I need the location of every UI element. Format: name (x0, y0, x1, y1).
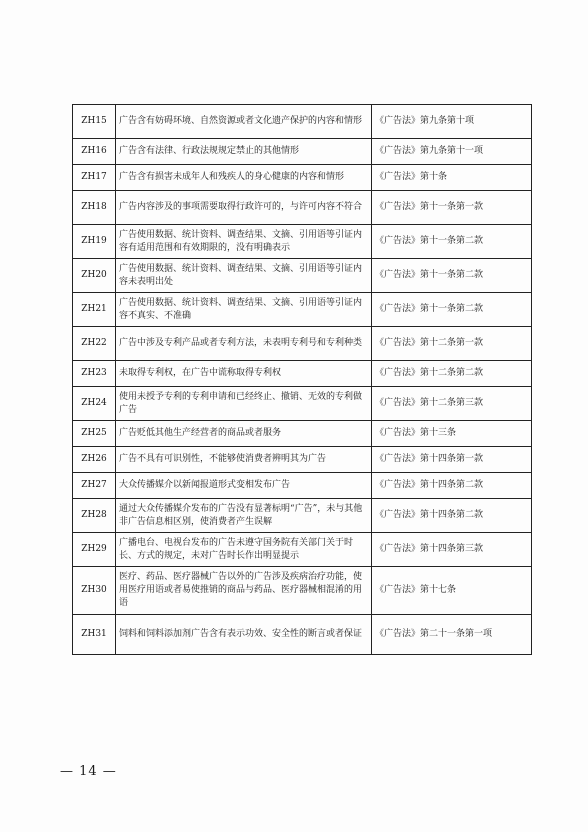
row-code: ZH28 (73, 499, 116, 533)
row-legal-basis: 《广告法》第十二条第二款 (372, 361, 532, 387)
row-code: ZH16 (73, 139, 116, 165)
row-legal-basis: 《广告法》第十二条第一款 (372, 327, 532, 361)
row-description: 广告中涉及专利产品或者专利方法，未表明专利号和专利种类 (116, 327, 372, 361)
row-legal-basis: 《广告法》第十四条第二款 (372, 473, 532, 499)
table-row (73, 361, 532, 387)
row-code: ZH26 (73, 447, 116, 473)
table-row (73, 567, 532, 615)
table-row (73, 105, 532, 139)
row-code: ZH15 (73, 105, 116, 139)
row-code: ZH22 (73, 327, 116, 361)
row-description: 广告含有法律、行政法规规定禁止的其他情形 (116, 139, 372, 165)
row-code: ZH17 (73, 165, 116, 191)
row-description: 广告含有损害未成年人和残疾人的身心健康的内容和情形 (116, 165, 372, 191)
row-legal-basis: 《广告法》第十一条第二款 (372, 225, 532, 259)
row-legal-basis: 《广告法》第二十一条第一项 (372, 615, 532, 655)
table-row (73, 293, 532, 327)
table-row (73, 615, 532, 655)
row-description: 饲料和饲料添加剂广告含有表示功效、安全性的断言或者保证 (116, 615, 372, 655)
table-row (73, 165, 532, 191)
row-legal-basis: 《广告法》第十四条第二款 (372, 499, 532, 533)
row-description: 广告使用数据、统计资料、调查结果、文摘、引用语等引证内容有适用范围和有效期限的，没有明确表示 (116, 225, 372, 259)
row-legal-basis: 《广告法》第十四条第三款 (372, 533, 532, 567)
table-row (73, 225, 532, 259)
table-row (73, 139, 532, 165)
row-code: ZH18 (73, 191, 116, 225)
row-legal-basis: 《广告法》第十四条第一款 (372, 447, 532, 473)
row-legal-basis: 《广告法》第九条第十一项 (372, 139, 532, 165)
row-code: ZH21 (73, 293, 116, 327)
row-description: 广播电台、电视台发布的广告未遵守国务院有关部门关于时长、方式的规定，未对广告时长作出明显提示 (116, 533, 372, 567)
row-description: 广告使用数据、统计资料、调查结果、文摘、引用语等引证内容不真实、不准确 (116, 293, 372, 327)
table-row (73, 533, 532, 567)
table-row (73, 259, 532, 293)
table-row (73, 387, 532, 421)
row-code: ZH25 (73, 421, 116, 447)
row-legal-basis: 《广告法》第十一条第二款 (372, 259, 532, 293)
row-legal-basis: 《广告法》第十条 (372, 165, 532, 191)
table-row (73, 191, 532, 225)
row-description: 广告含有妨碍环境、自然资源或者文化遗产保护的内容和情形 (116, 105, 372, 139)
row-legal-basis: 《广告法》第十一条第一款 (372, 191, 532, 225)
row-legal-basis: 《广告法》第十三条 (372, 421, 532, 447)
table-row (73, 421, 532, 447)
row-description: 使用未授予专利的专利申请和已经终止、撤销、无效的专利做广告 (116, 387, 372, 421)
row-code: ZH30 (73, 567, 116, 615)
row-code: ZH27 (73, 473, 116, 499)
row-description: 大众传播媒介以新闻报道形式变相发布广告 (116, 473, 372, 499)
page-number: — 14 — (60, 764, 117, 779)
regulation-table (72, 104, 532, 655)
table-row (73, 447, 532, 473)
row-description: 广告贬低其他生产经营者的商品或者服务 (116, 421, 372, 447)
row-description: 广告内容涉及的事项需要取得行政许可的，与许可内容不符合 (116, 191, 372, 225)
row-code: ZH19 (73, 225, 116, 259)
table-row (73, 327, 532, 361)
row-code: ZH20 (73, 259, 116, 293)
row-description: 广告不具有可识别性，不能够使消费者辨明其为广告 (116, 447, 372, 473)
row-legal-basis: 《广告法》第九条第十项 (372, 105, 532, 139)
row-code: ZH24 (73, 387, 116, 421)
table-row (73, 473, 532, 499)
row-description: 未取得专利权，在广告中谎称取得专利权 (116, 361, 372, 387)
row-legal-basis: 《广告法》第十一条第二款 (372, 293, 532, 327)
row-description: 医疗、药品、医疗器械广告以外的广告涉及疾病治疗功能，使用医疗用语或者易使推销的商品与药品、医疗器械相混淆的用语 (116, 567, 372, 615)
row-legal-basis: 《广告法》第十七条 (372, 567, 532, 615)
row-legal-basis: 《广告法》第十二条第三款 (372, 387, 532, 421)
row-code: ZH31 (73, 615, 116, 655)
row-description: 广告使用数据、统计资料、调查结果、文摘、引用语等引证内容未表明出处 (116, 259, 372, 293)
regulation-table-body (73, 105, 532, 655)
table-row (73, 499, 532, 533)
row-code: ZH29 (73, 533, 116, 567)
row-code: ZH23 (73, 361, 116, 387)
row-description: 通过大众传播媒介发布的广告没有显著标明“广告”，未与其他非广告信息相区别，使消费者产生误解 (116, 499, 372, 533)
